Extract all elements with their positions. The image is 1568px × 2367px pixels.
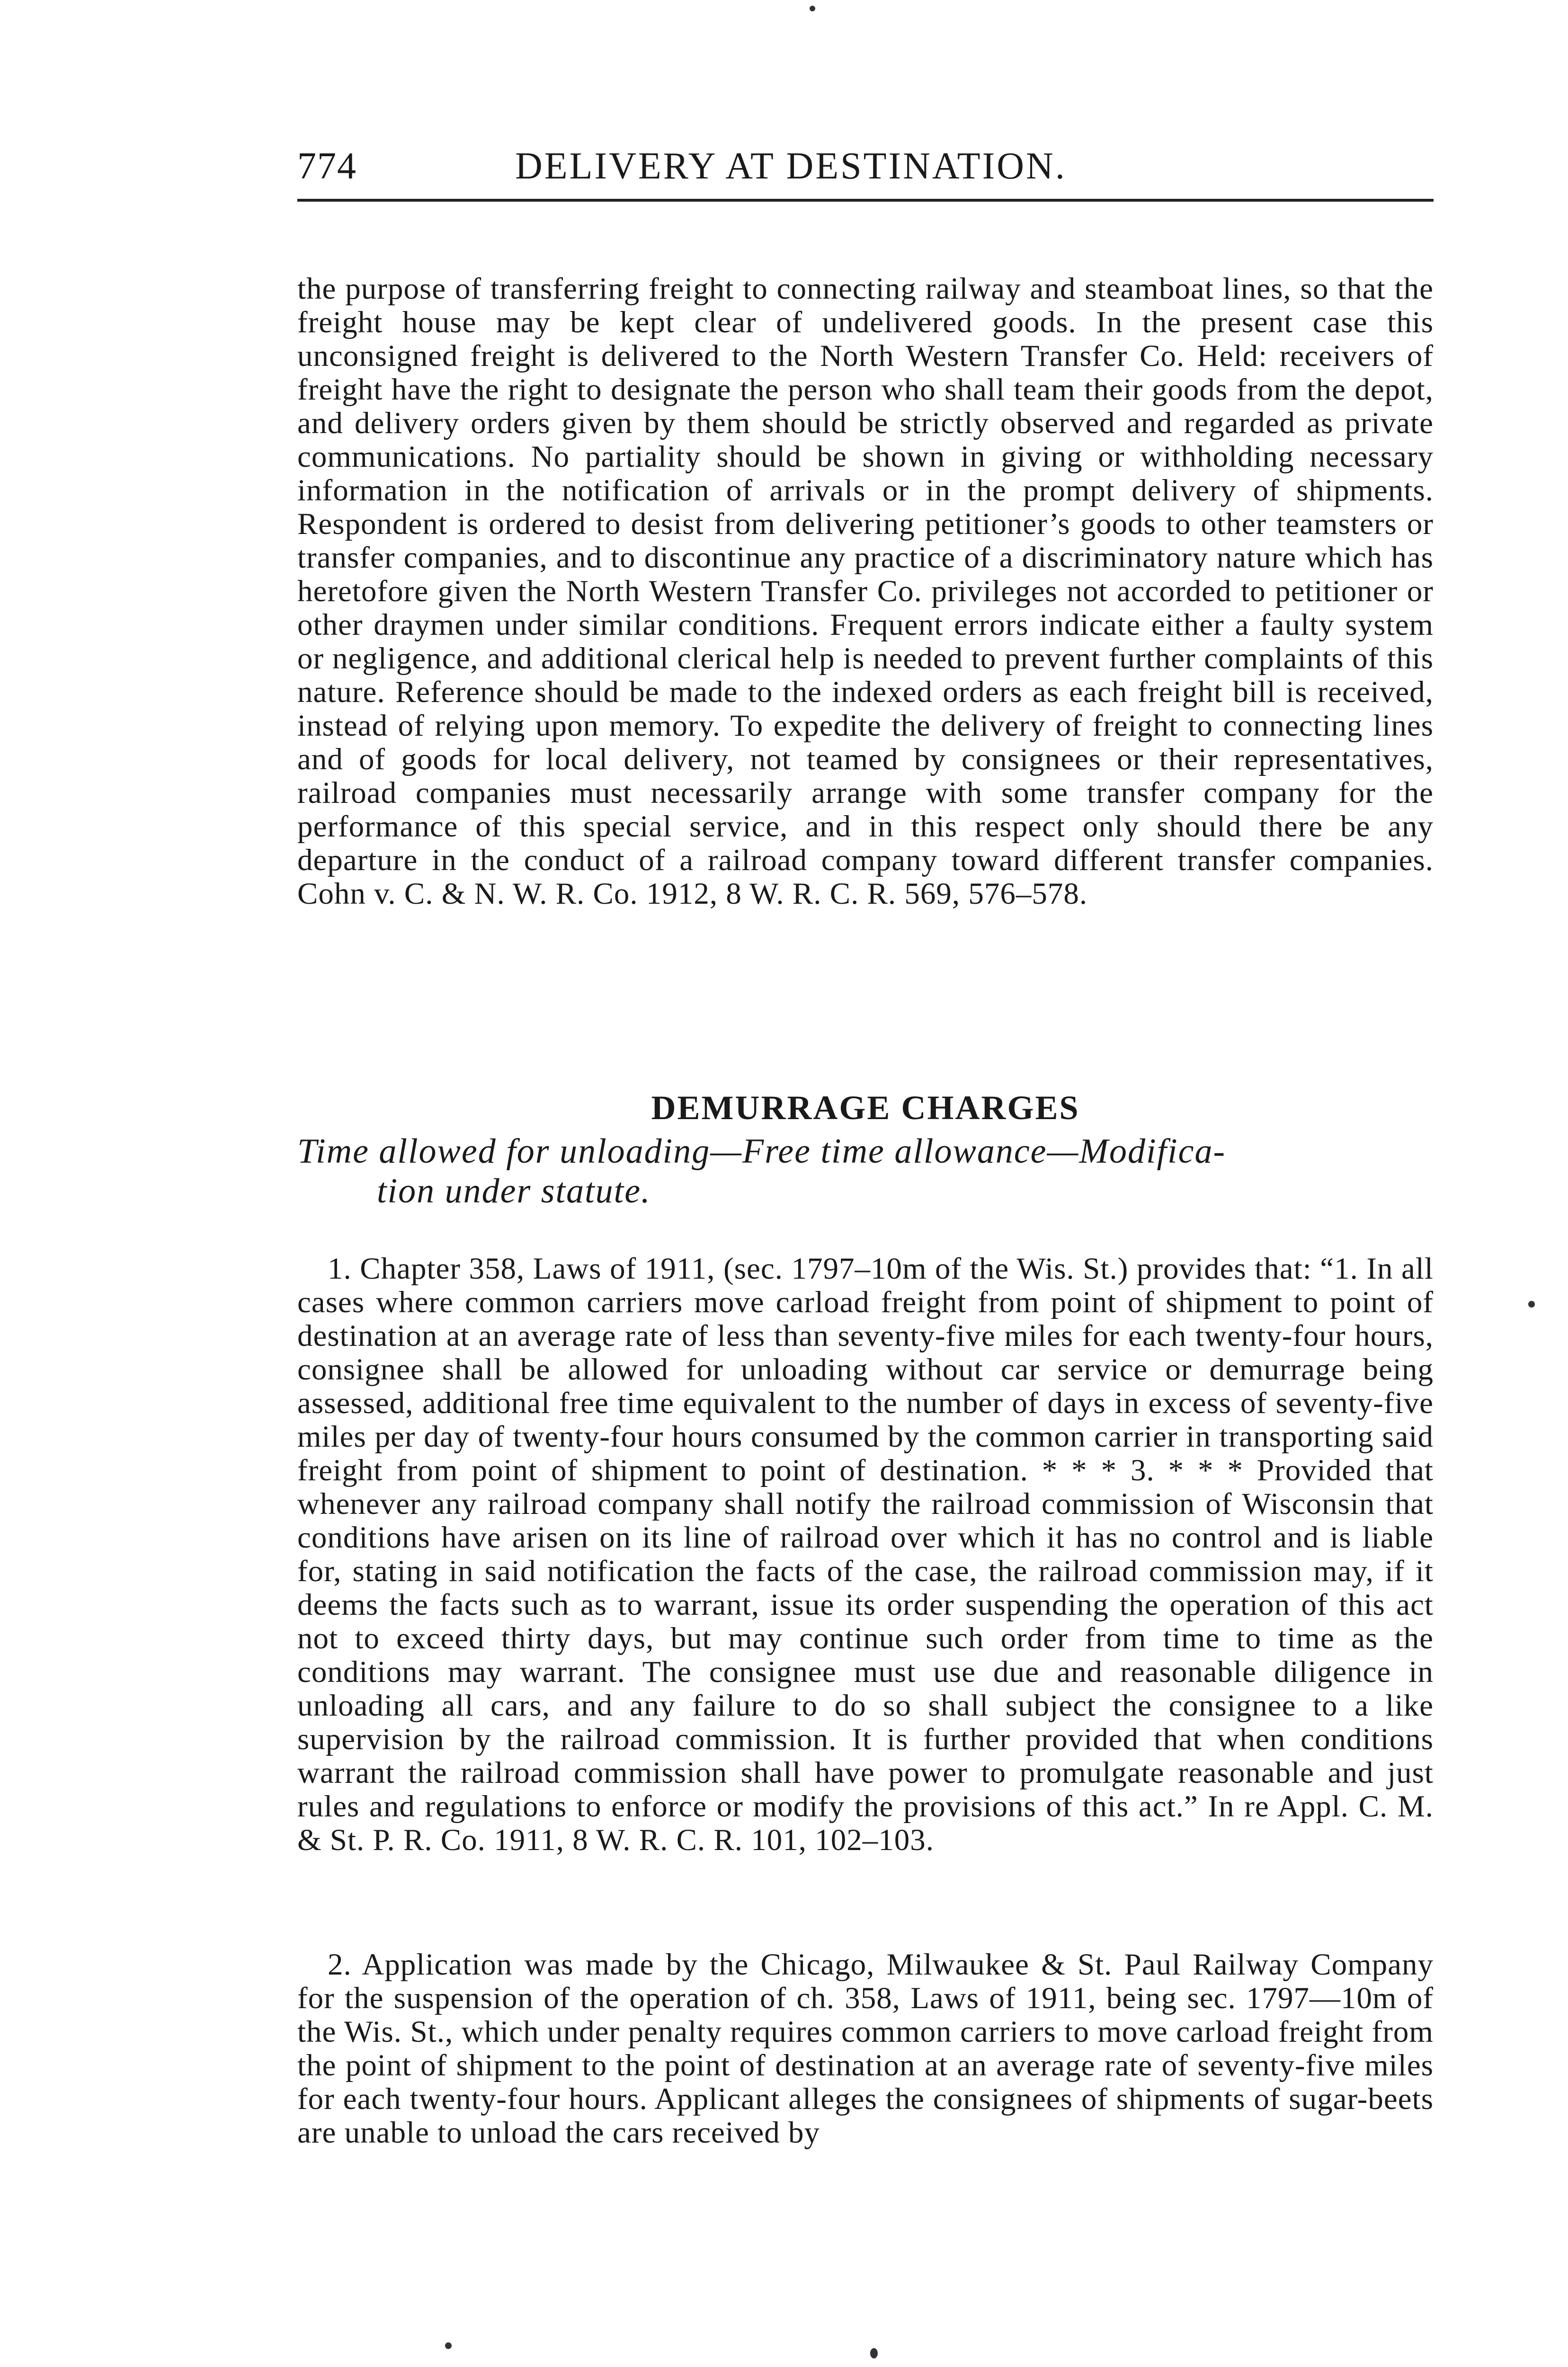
page-number: 774: [297, 145, 357, 187]
paragraph-1: 1. Chapter 358, Laws of 1911, (sec. 1797–10m of the Wis. St.) provides that: “1. In all cases where common carriers move carload freight from point of shipment to point of destination at an average rate of less than seventy-five miles for each twenty-four hours, consignee shall be allowed for unloading without car service or demurrage being assessed, additional free time equivalent to the number of days in excess of seventy-five miles per day of twenty-four hours consumed by the common carrier in transporting said freight from point of shipment to point of destination. * * * 3. * * * Provided that whenever any railroad company shall notify the railroad commission of Wisconsin that conditions have arisen on its line of railroad over which it has no control and is liable for, stating in said notification the facts of the case, the railroad commission may, if it deems the facts such as to warrant, issue its order suspending the operation of this act not to exceed thirty days, but may continue such order from time to time as the conditions may warrant. The consignee must use due and reasonable diligence in unloading all cars, and any failure to do so shall subject the consignee to a like supervision by the railroad commission. It is further provided that when conditions warrant the railroad commission shall have power to promulgate reasonable and just rules and regulations to enforce or modify the provisions of this act.” In re Appl. C. M. & St. P. R. Co. 1911, 8 W. R. C. R. 101, 102–103.: [297, 1252, 1434, 1857]
scan-speck: [810, 6, 815, 11]
scan-speck: [445, 2342, 452, 2349]
paragraph-2: 2. Application was made by the Chicago, Milwaukee & St. Paul Railway Company for the suspension of the operation of ch. 358, Laws of 1911, being sec. 1797—10m of the Wis. St., which under penalty requires common carriers to move carload freight from the point of shipment to the point of destination at an average rate of seventy-five miles for each twenty-four hours. Applicant alleges the consignees of shipments of sugar-beets are unable to unload the cars received by: [297, 1948, 1434, 2150]
section-heading: DEMURRAGE CHARGES: [651, 1089, 1080, 1127]
header-rule: [297, 199, 1434, 202]
page-header: [297, 140, 1434, 192]
section-subheading: [297, 1131, 1434, 1211]
running-head: DELIVERY AT DESTINATION.: [515, 145, 1067, 187]
scan-speck: [1528, 1301, 1535, 1308]
scan-speck: [870, 2348, 878, 2358]
subheading-line-1: Time allowed for unloading—Free time allowance—Modifica-: [297, 1132, 1226, 1171]
paragraph-continued: the purpose of transferring freight to connecting railway and steamboat lines, so that the freight house may be kept clear of undelivered goods. In the present case this unconsigned freight is delivered to the North Western Transfer Co. Held: receivers of freight have the right to designate the person who shall team their goods from the depot, and delivery orders given by them should be strictly observed and regarded as private communications. No partiality should be shown in giving or withholding necessary information in the notification of arrivals or in the prompt delivery of shipments. Respondent is ordered to desist from delivering petitioner’s goods to other teamsters or transfer companies, and to discontinue any practice of a discriminatory nature which has heretofore given the North Western Transfer Co. privileges not accorded to petitioner or other draymen under similar conditions. Frequent errors indicate either a faulty system or negligence, and additional clerical help is needed to prevent further complaints of this nature. Reference should be made to the indexed orders as each freight bill is received, instead of relying upon memory. To expedite the delivery of freight to connecting lines and of goods for local delivery, not teamed by consignees or their representatives, railroad companies must necessarily arrange with some transfer company for the performance of this special service, and in this respect only should there be any departure in the conduct of a railroad company toward different transfer companies. Cohn v. C. & N. W. R. Co. 1912, 8 W. R. C. R. 569, 576–578.: [297, 272, 1434, 911]
subheading-line-2: tion under statute.: [377, 1172, 651, 1210]
